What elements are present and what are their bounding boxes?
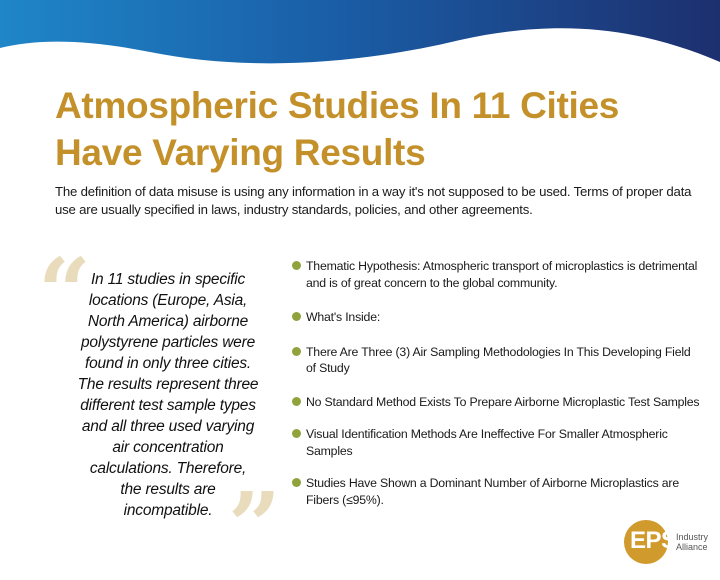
logo-mark: EPS: [630, 527, 677, 554]
quote-line: North America) airborne: [87, 313, 249, 330]
page-title: [55, 82, 695, 176]
bullet-dot-icon: [292, 312, 301, 321]
bullet-dot-icon: [292, 347, 301, 356]
bullet-list: [292, 258, 702, 508]
quote-line: the results are: [120, 481, 216, 498]
bullet-dot-icon: [292, 261, 301, 270]
quote-line: locations (Europe, Asia,: [88, 292, 248, 309]
bullet-text: There Are Three (3) Air Sampling Methodologies In This Developing Field of Study: [306, 344, 691, 375]
bullet-dot-icon: [292, 478, 301, 487]
open-quote-mark: “: [38, 238, 91, 346]
bullet-text: What's Inside:: [306, 310, 381, 324]
intro-paragraph: The definition of data misuse is using any information in a way it's not supposed to be used. Terms of proper data use are usually specified in laws, industry standards, policies, and other agreements.: [55, 184, 692, 217]
eps-logo: [622, 520, 712, 568]
bullet-item-standard-method: [292, 394, 702, 411]
quote-line: and all three used varying: [81, 418, 255, 435]
bullet-item-visual-id: [292, 426, 702, 459]
quote-line: calculations. Therefore,: [89, 460, 247, 477]
bullet-item-fibers: [292, 475, 702, 508]
bullet-item-sampling: [292, 344, 702, 377]
quote-line: found in only three cities.: [84, 355, 252, 372]
title-line-2: Have Varying Results: [55, 132, 426, 173]
quote-line: air concentration: [112, 439, 224, 456]
bullet-item-whats-inside: [292, 309, 702, 326]
quote-line: In 11 studies in specific: [90, 271, 246, 288]
bullet-item-hypothesis: [292, 258, 702, 291]
bullet-text: No Standard Method Exists To Prepare Airborne Microplastic Test Samples: [306, 394, 700, 409]
logo-word-industry: Industry: [676, 532, 709, 542]
pull-quote: [68, 269, 268, 521]
bullet-text: Studies Have Shown a Dominant Number of Airborne Microplastics are Fibers (≤95%).: [306, 476, 679, 507]
quote-line: different test sample types: [80, 397, 256, 414]
logo-word-alliance: Alliance: [676, 542, 708, 552]
bullet-text: Thematic Hypothesis: Atmospheric transport of microplastics is detrimental and is of great concern to the global community.: [306, 259, 698, 290]
quote-line: polystyrene particles were: [81, 334, 255, 351]
bullet-dot-icon: [292, 397, 301, 406]
bullet-text: Visual Identification Methods Are Ineffective For Smaller Atmospheric Samples: [306, 427, 668, 458]
quote-line: incompatible.: [123, 502, 213, 519]
title-line-1: Atmospheric Studies In 11 Cities: [55, 85, 620, 126]
bullet-dot-icon: [292, 429, 301, 438]
quote-line: The results represent three: [77, 376, 259, 393]
close-quote-mark: ”: [228, 472, 281, 580]
